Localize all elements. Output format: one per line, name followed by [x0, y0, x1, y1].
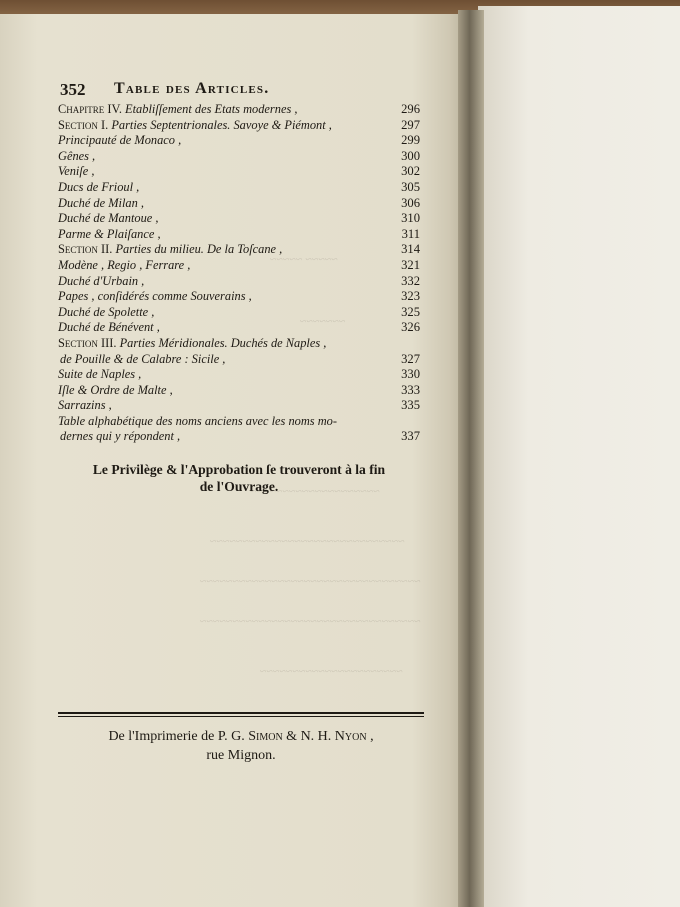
toc-entry-text: [58, 305, 154, 321]
toc-entry: [58, 180, 420, 196]
toc-entry-title: Iſle & Ordre de Malte ,: [58, 382, 173, 397]
toc-entry-page: 333: [401, 382, 420, 397]
imprint-conjunction: &: [282, 729, 301, 744]
toc-entry-text: [58, 211, 158, 227]
toc-entry-title: Duché de Mantoue ,: [58, 211, 159, 226]
toc-entry: [58, 149, 420, 165]
privilege-note: [58, 461, 420, 495]
toc-entry-text: [58, 149, 95, 165]
toc-entry: [58, 320, 420, 336]
toc-entry-title: Duché de Bénévent ,: [58, 320, 160, 335]
toc-entry: [58, 289, 420, 305]
toc-entry-page: 297: [401, 117, 420, 132]
toc-entry-section: Section II.: [58, 242, 116, 257]
toc-entry: [58, 242, 420, 258]
toc-entry-title: Duché de Spolette ,: [58, 304, 155, 319]
toc-entry-title: Parties du milieu. De la Toſcane ,: [115, 242, 283, 257]
toc-entry: [58, 133, 420, 149]
toc-entry-text: [58, 258, 190, 274]
toc-entry-page: 302: [401, 164, 420, 179]
imprint-line: [58, 727, 424, 746]
toc-entry-text: [58, 398, 112, 414]
toc-entry: [58, 367, 420, 383]
toc-entry-title: Papes , conſidérés comme Souverains ,: [58, 289, 252, 304]
toc-entry-page: 305: [401, 179, 420, 194]
toc-entry: [58, 352, 420, 368]
toc-entry-page: 335: [401, 398, 420, 413]
imprint-block: [58, 712, 424, 765]
bleed-through-text: ~~~~~~~~~~~~~~~~~~~~~~~~~~~~~~~~~~: [200, 574, 421, 588]
toc-entry-text: [58, 414, 337, 430]
toc-entry-page: 311: [401, 226, 420, 241]
toc-entry: [58, 196, 420, 212]
toc-entry-page: 330: [401, 367, 420, 382]
toc-entry-title: Parties Septentrionales. Savoye & Piémont ,: [111, 117, 332, 132]
bleed-through-text: ~~~~~~~~~~~~~~~~~~~~: [250, 484, 380, 498]
toc-entry-title: Sarrazins ,: [58, 398, 112, 413]
toc-entry-section: Section III.: [58, 335, 120, 350]
toc-entry-text: [58, 352, 225, 368]
toc-entry-page: 323: [401, 289, 420, 304]
imprint-address: rue Mignon.: [206, 748, 276, 763]
toc-entry: [58, 383, 420, 399]
toc-entry-page: 321: [401, 257, 420, 272]
toc-entry-text: [58, 242, 282, 258]
toc-entry-title: Modène , Regio , Ferrare ,: [58, 257, 191, 272]
running-head: [58, 80, 420, 102]
double-rule: [58, 712, 424, 714]
toc-entry-title: Parme & Plaiſance ,: [58, 226, 161, 241]
toc-entry-title: Etabliſſement des Etats modernes ,: [125, 102, 298, 116]
toc-entry: [58, 258, 420, 274]
toc-entry-page: 337: [401, 429, 420, 444]
toc-entry-page: 326: [401, 320, 420, 335]
toc-entry-title: de Pouille & de Calabre : Sicile ,: [60, 351, 226, 366]
printer-name: P. G. Simon: [217, 729, 283, 744]
toc-entry-page: 332: [401, 273, 420, 288]
toc-entry: [58, 274, 420, 290]
toc-entry-text: [58, 274, 144, 290]
printer-name: N. H. Nyon: [300, 729, 367, 744]
toc-entry: [58, 336, 420, 352]
bleed-through-text: ~~~~~~~~~~~~~~~~~~~~~~: [260, 664, 403, 678]
toc-entry: [58, 164, 420, 180]
toc-entry: [58, 305, 420, 321]
toc-entry-title: Duché d'Urbain ,: [58, 273, 145, 288]
toc-entry-title: Veniſe ,: [58, 164, 95, 179]
toc-entry-text: [58, 102, 297, 118]
imprint-suffix: ,: [366, 729, 374, 744]
book-gutter: [458, 10, 484, 907]
page-number: 352: [60, 80, 86, 99]
toc-entry-text: [58, 289, 252, 305]
toc-entry-text: [58, 336, 326, 352]
toc-entry: [58, 227, 420, 243]
toc-entry-title: Ducs de Frioul ,: [58, 179, 140, 194]
toc-entry-title: Duché de Milan ,: [58, 195, 145, 210]
toc-entry-text: [58, 196, 144, 212]
toc-entry-page: 300: [401, 148, 420, 163]
toc-entry-text: [58, 133, 181, 149]
imprint: [58, 727, 424, 765]
privilege-note-line: de l'Ouvrage.: [199, 479, 279, 495]
bleed-through-text: ~~~~~ ~~~~~: [270, 252, 338, 266]
toc-entry-page: 310: [401, 211, 420, 226]
toc-entry-section: Section I.: [58, 117, 112, 132]
toc-entry-title: Parties Méridionales. Duchés de Naples ,: [119, 335, 327, 350]
toc-entry-text: [58, 180, 139, 196]
toc-entry-text: [58, 367, 141, 383]
bleed-through-text: ~~~~~~~~~~~~~~~~~~~~~~~~~~~~~~~~~~: [200, 614, 421, 628]
toc-entry-page: 306: [401, 195, 420, 210]
toc-entry-section: Chapitre IV.: [58, 102, 126, 116]
bleed-through-text: ~~~~~~~~~~~~~~~~~~~~~~~~~~~~~~: [210, 534, 405, 548]
privilege-note-line: Le Privilège & l'Approbation ſe trouveront à la fin: [92, 462, 386, 478]
toc-entry-page: 327: [401, 351, 420, 366]
toc-entry-text: [58, 383, 173, 399]
toc-entry-page: 325: [401, 304, 420, 319]
toc-entry-text: [58, 429, 180, 445]
toc-entry-text: [58, 164, 94, 180]
toc-entry-title: Suite de Naples ,: [58, 367, 142, 382]
toc-entry-text: [58, 118, 332, 134]
toc-entry: [58, 414, 420, 430]
toc-entry-page: 314: [401, 242, 420, 257]
toc-entry: [58, 398, 420, 414]
entry-list: [58, 102, 420, 445]
table-of-contents: [58, 80, 420, 495]
toc-entry: [58, 429, 420, 445]
page-title: Table des Articles.: [114, 80, 270, 97]
toc-entry-page: 299: [401, 133, 420, 148]
toc-entry: [58, 102, 420, 118]
toc-entry-title: Table alphabétique des noms anciens avec les noms mo-: [58, 413, 337, 428]
right-page: [478, 6, 680, 907]
imprint-prefix: De l'Imprimerie de: [108, 729, 218, 744]
toc-entry: [58, 211, 420, 227]
toc-entry-page: 296: [401, 102, 420, 116]
toc-entry-title: dernes qui y répondent ,: [60, 429, 181, 444]
bleed-through-text: ~~~~~~~: [300, 314, 346, 328]
toc-entry-title: Gênes ,: [58, 148, 96, 163]
toc-entry-text: [58, 320, 160, 336]
toc-entry: [58, 118, 420, 134]
double-rule: [58, 716, 424, 717]
toc-entry-text: [58, 227, 161, 243]
toc-entry-title: Principauté de Monaco ,: [58, 133, 182, 148]
